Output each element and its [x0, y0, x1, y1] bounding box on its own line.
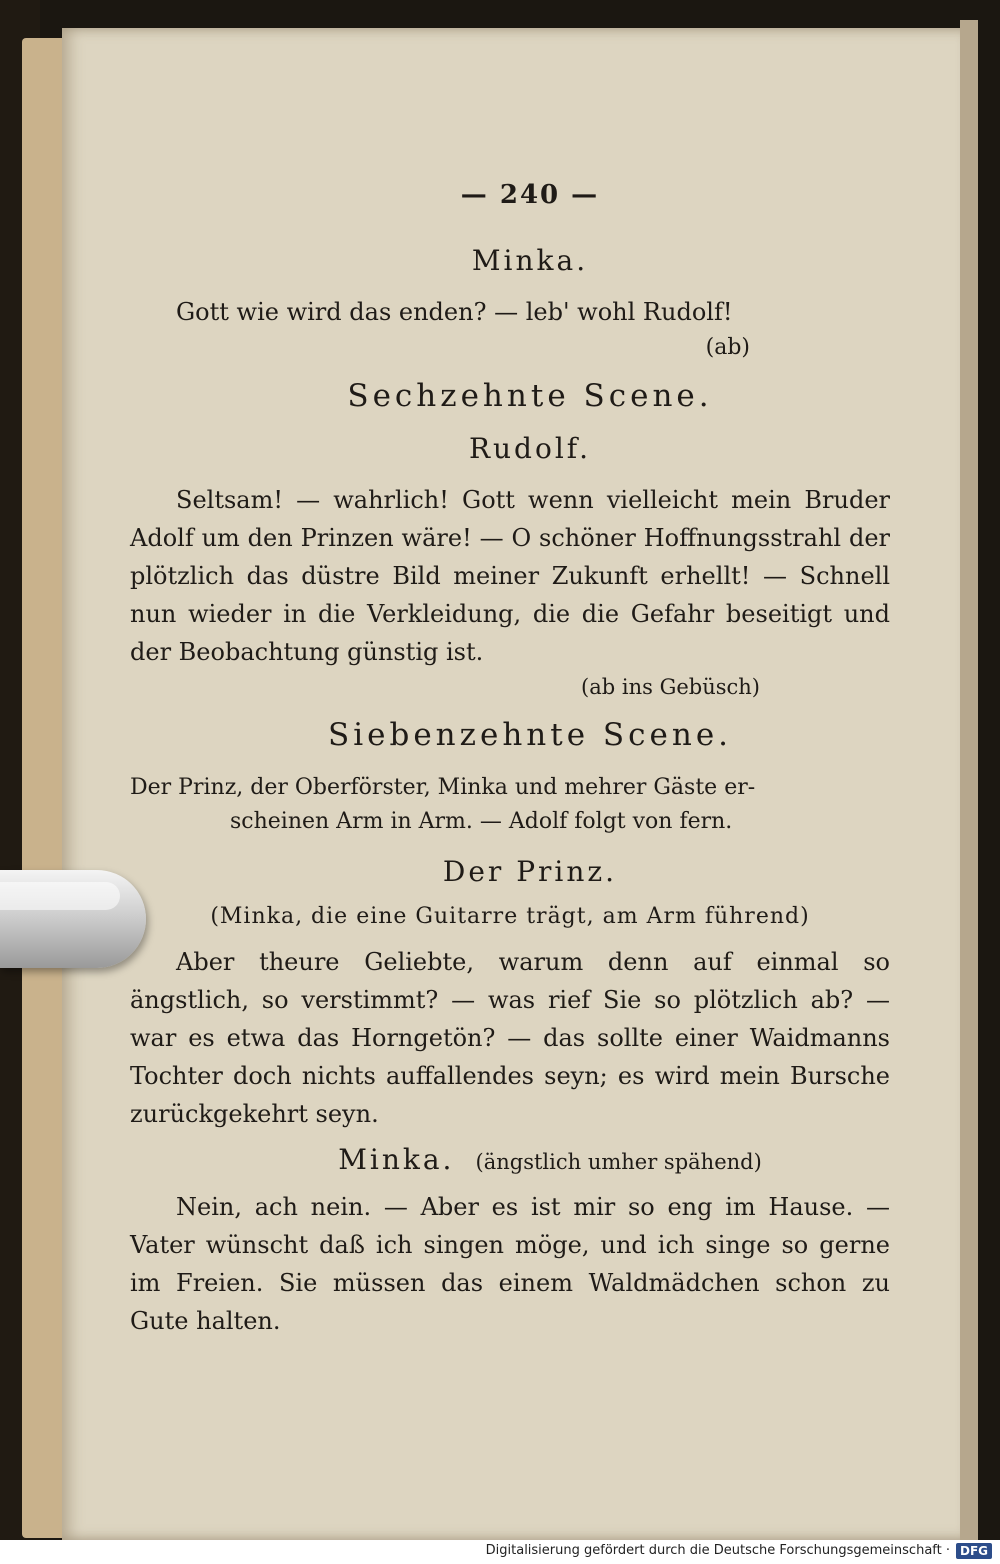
minka-speech: Nein, ach nein. — Aber es ist mir so eng im Hause. — Vater wünscht daß ich singen möge, und ich singe so gerne im Freien. Sie müssen das einem Waldmädchen schon zu Gute halten.	[130, 1193, 890, 1335]
stage-direction-guitarre: (Minka, die eine Guitarre trägt, am Arm führend)	[210, 904, 810, 929]
minka-speaker-block	[210, 1143, 890, 1176]
stage-direction-aengstlich: (ängstlich umher spähend)	[475, 1150, 762, 1174]
footer-bar	[0, 1540, 1000, 1564]
stage-direction-ab: (ab)	[705, 335, 750, 360]
dfg-logo: DFG	[956, 1543, 992, 1559]
minka-line: Gott wie wird das enden? — leb' wohl Rudolf!	[176, 298, 733, 326]
cast-list	[130, 771, 890, 839]
cast-line-1: Der Prinz, der Oberförster, Minka und mehrer Gäste er-	[130, 775, 756, 800]
page-text-block	[130, 180, 890, 1340]
speaker-minka: Minka.	[471, 244, 589, 277]
speaker-rudolf: Rudolf.	[468, 432, 592, 465]
page-edge	[960, 20, 978, 1550]
scene-17-heading: Siebenzehnte Scene.	[327, 717, 733, 753]
stage-direction-gebuesch: (ab ins Gebüsch)	[581, 675, 760, 699]
scene-16-heading: Sechzehnte Scene.	[347, 378, 713, 414]
bookmark-highlight	[0, 882, 120, 910]
footer-credit: Digitalisierung gefördert durch die Deutsche Forschungsgemeinschaft ·	[485, 1543, 950, 1558]
page-number: — 240 —	[460, 180, 600, 210]
speaker-prinz: Der Prinz.	[442, 855, 618, 888]
cast-line-2: scheinen Arm in Arm. — Adolf folgt von fern.	[230, 809, 733, 834]
prinz-speech: Aber theure Geliebte, warum denn auf einmal so ängstlich, so verstimmt? — was rief Sie so plötzlich ab? — war es etwa das Horngetön? — das sollte einer Waidmanns Tochter doch nichts auffallendes seyn; es wird mein Bursche zurückgekehrt seyn.	[130, 948, 890, 1128]
speaker-minka-2: Minka.	[338, 1143, 455, 1176]
rudolf-speech: Seltsam! — wahrlich! Gott wenn vielleicht mein Bruder Adolf um den Prinzen wäre! — O schöner Hoffnungsstrahl der plötzlich das düstre Bild meiner Zukunft erhellt! — Schnell nun wieder in die Verkleidung, die die Gefahr beseitigt und der Beobachtung günstig ist.	[130, 486, 890, 666]
